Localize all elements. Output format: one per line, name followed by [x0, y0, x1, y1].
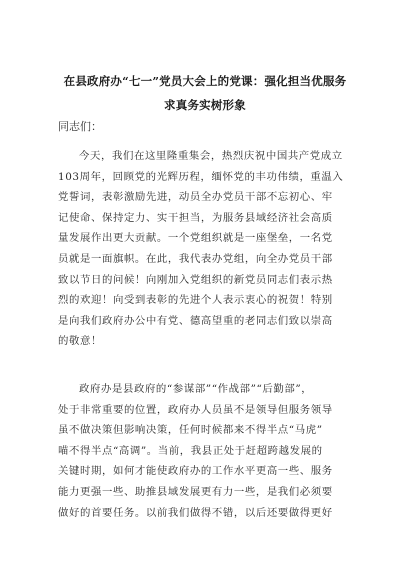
- text-line: 关键时期，如何才能使政府办的工作水平更高一些、服务: [58, 465, 333, 478]
- text-line: 烈的欢迎！向受到表彰的先进个人表示衷心的祝贺！特别: [58, 294, 333, 307]
- text-line: 是向我们政府办公中有党、德高望重的老同志们致以崇高: [58, 314, 333, 327]
- text-line: 政府办是县政府的“参谋部”“作战部”“后勤部”，: [79, 383, 313, 395]
- text-line: 能力更强一些、助推县域发展更有力一些，是我们必须要: [58, 485, 333, 498]
- text-line: 党誓词，表彰激励先进，动员全办党员干部不忘初心、牢: [58, 191, 333, 204]
- text-line: 喵不得半点“高调”。当前，我县正处于赶超跨越发展的: [58, 444, 323, 457]
- text-line: 的敬意！: [58, 335, 102, 348]
- text-line: 员就是一面旗帜。在此，我代表办党组，向全办党员干部: [58, 252, 333, 265]
- text-line: 量发展作出更大贡献。一个党组织就是一座堡垒，一名党: [58, 232, 333, 245]
- text-line: 做好的首要任务。以前我们做得不错，以后还要做得更好: [58, 506, 333, 519]
- text-line: 今天，我们在这里隆重集会，热烈庆祝中国共产党成立: [79, 150, 343, 162]
- paragraph-2: [58, 379, 360, 523]
- text-line: 记使命、保持定力、实干担当，为服务县域经济社会高质: [58, 211, 333, 224]
- title-line: 在县政府办“七一”党员大会上的党课：强化担当优服务: [63, 74, 347, 88]
- paragraph-1: [58, 146, 360, 352]
- document-title: [52, 69, 358, 117]
- salutation: 同志们：: [58, 120, 102, 133]
- title-line: 求真务实树形象: [164, 98, 246, 112]
- text-line: 致以节日的问候！向刚加入党组织的新党员同志们表示热: [58, 273, 333, 286]
- text-line: 103周年，回顾党的光辉历程，缅怀党的丰功伟绩，重温入: [58, 170, 344, 183]
- text-line: 处于非常重要的位置，政府办人员虽不是领导但服务领导: [58, 403, 333, 416]
- text-line: 虽不做决策但影响决策，任何时候都来不得半点“马虎”: [58, 424, 323, 437]
